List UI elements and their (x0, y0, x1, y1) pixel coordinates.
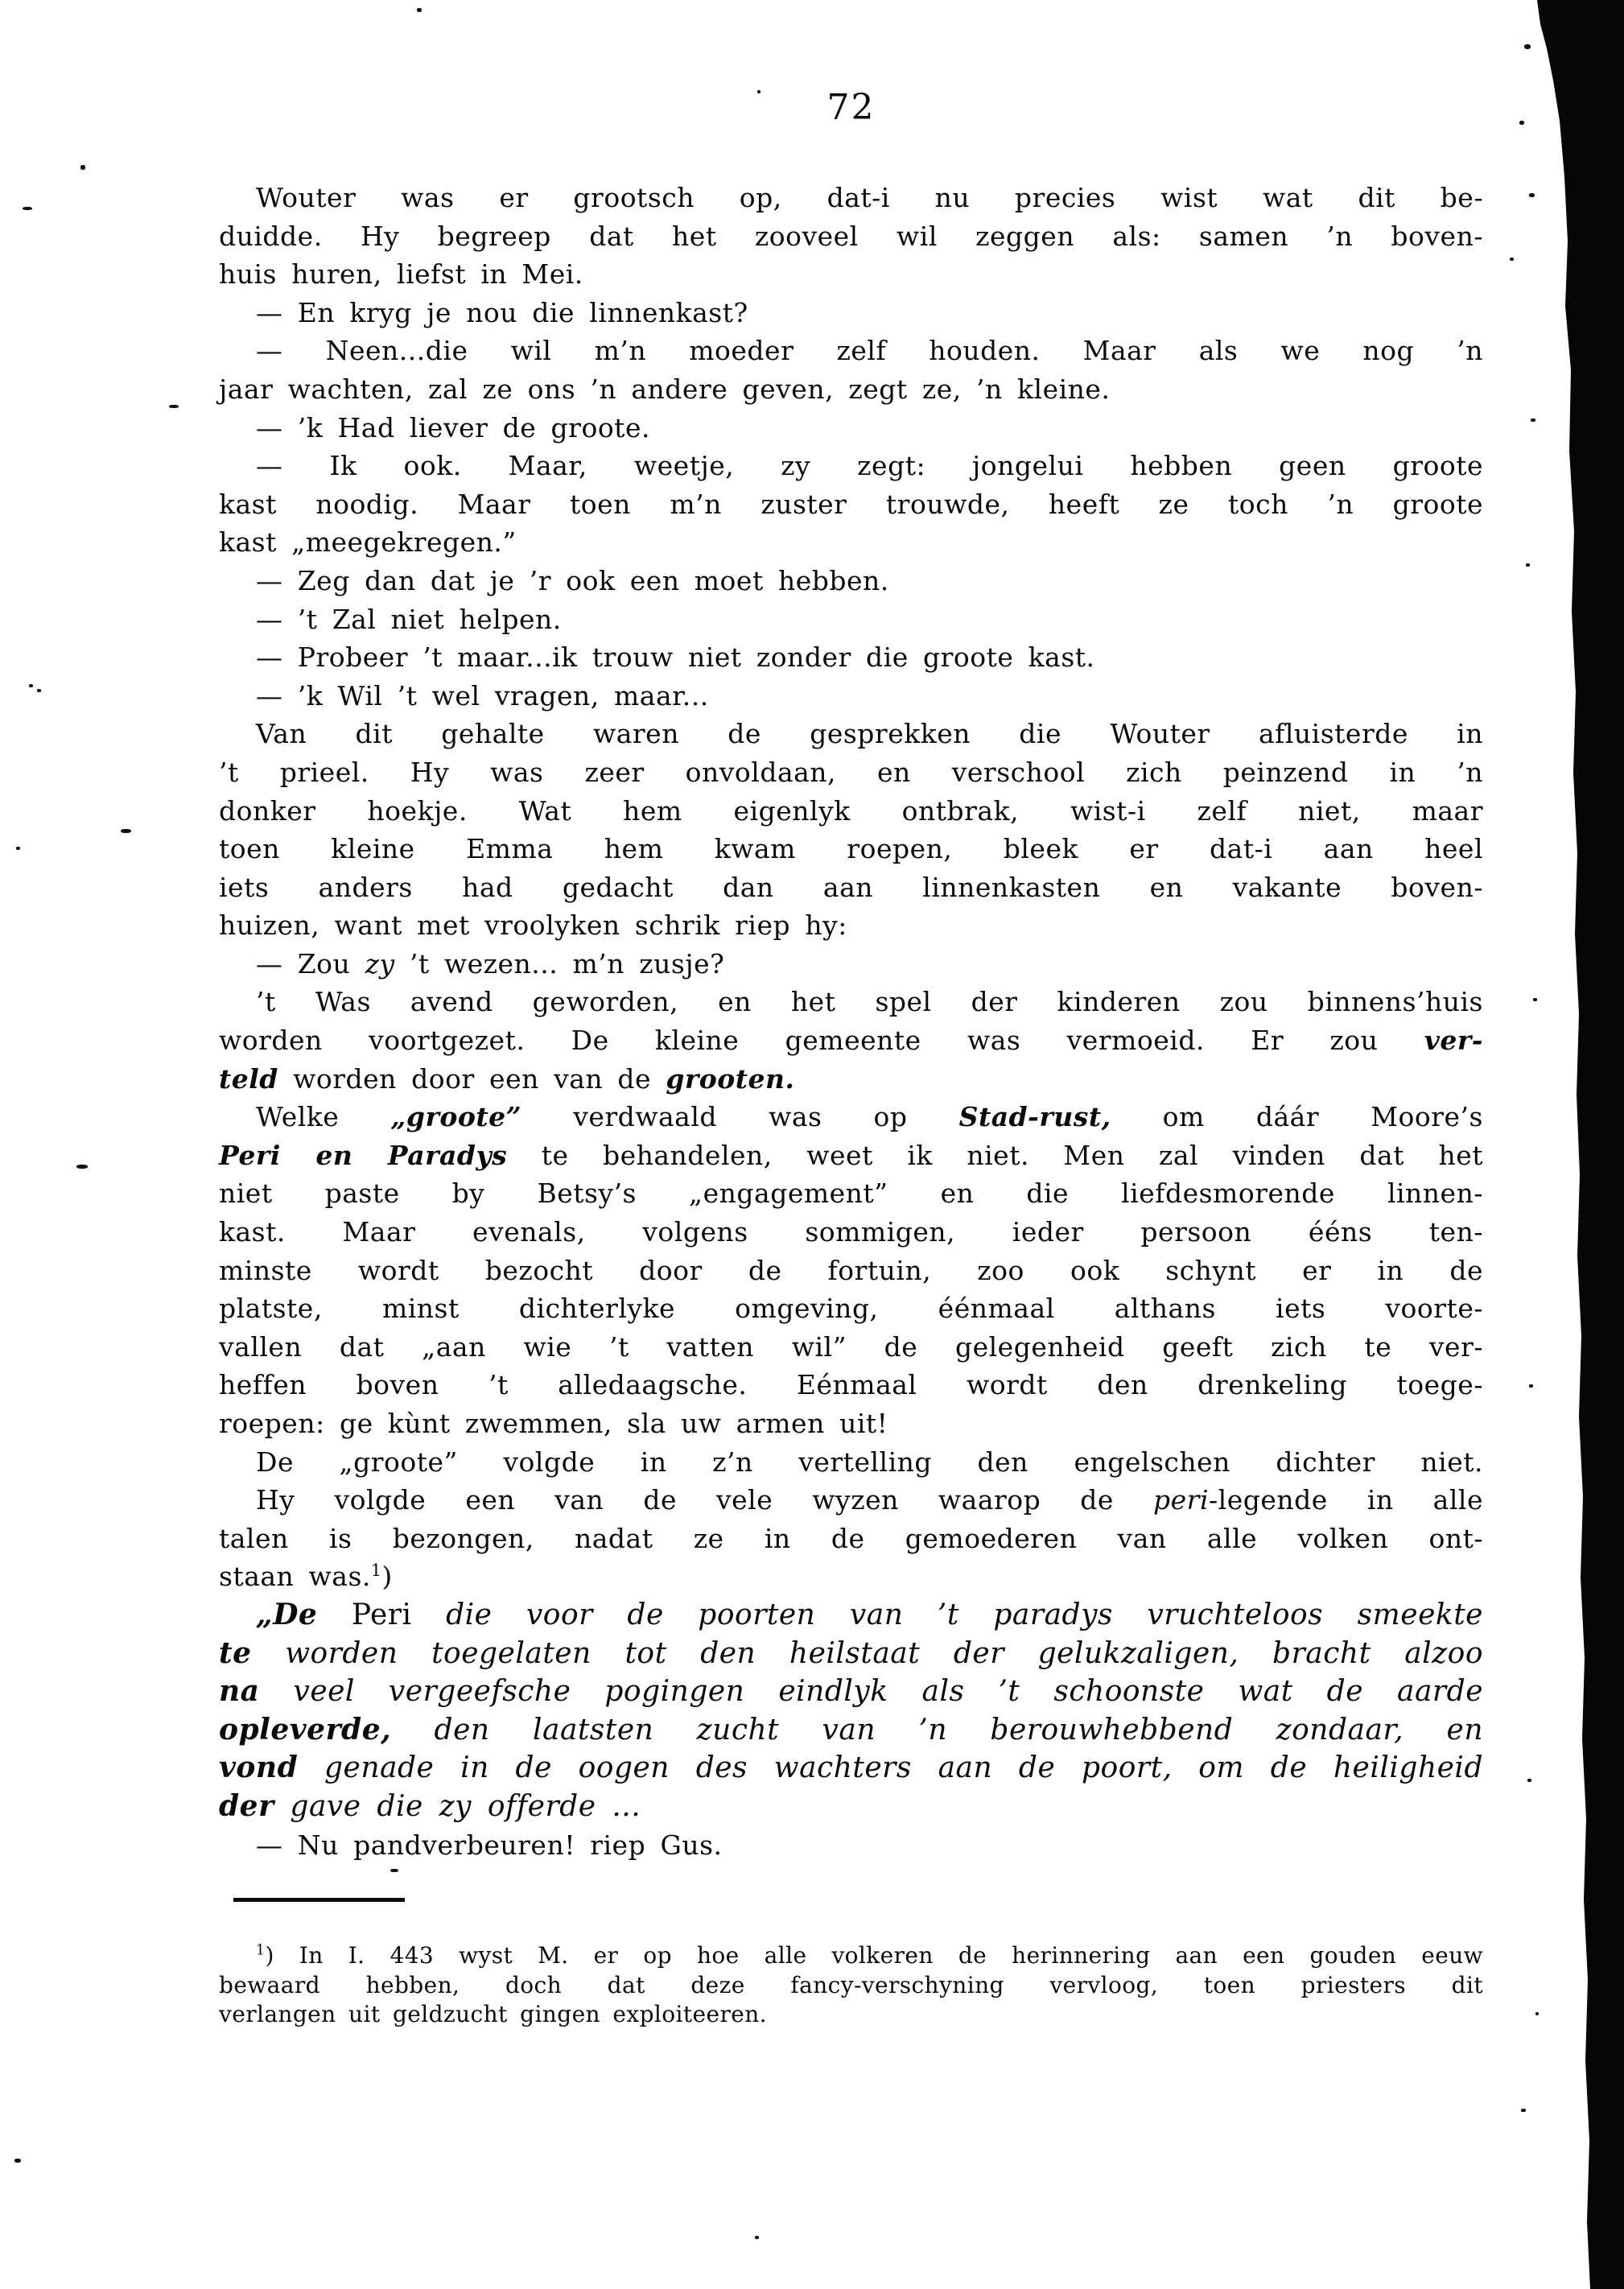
text-line: jaar wachten, zal ze ons ’n andere geven, zegt ze, ’n kleine. (219, 373, 1111, 405)
scan-speck (417, 8, 422, 12)
text-line: De „groote” volgde in z’n vertelling den engelschen dichter niet. (256, 1446, 1483, 1478)
footnote-block (219, 1941, 1483, 2030)
text-line: teld worden door een van de grooten. (219, 1062, 795, 1095)
text-line: huizen, want met vroolyken schrik riep hy: (219, 909, 847, 942)
text-line: — En kryg je nou die linnenkast? (256, 296, 748, 328)
text-line: huis huren, liefst in Mei. (219, 258, 583, 291)
scan-speck (16, 847, 20, 850)
scan-speck (76, 1165, 88, 1169)
text-line: iets anders had gedacht dan aan linnenkasten en vakante boven- (219, 871, 1483, 903)
text-line: opleverde, den laatsten zucht van ’n berouwhebbend zondaar, en (219, 1712, 1483, 1747)
text-line: worden voortgezet. De kleine gemeente was vermoeid. Er zou ver- (219, 1025, 1483, 1057)
scan-speck (14, 2159, 21, 2163)
text-line: — ’t Zal niet helpen. (256, 603, 562, 635)
text-line: heffen boven ’t alledaagsche. Eénmaal wordt den drenkeling toege- (219, 1369, 1483, 1401)
text-line: bewaard hebben, doch dat deze fancy-verschyning vervloog, toen priesters dit (219, 1971, 1483, 1998)
text-line: vallen dat „aan wie ’t vatten wil” de gelegenheid geeft zich te ver- (219, 1330, 1483, 1363)
scan-speck (29, 684, 33, 687)
text-line: duidde. Hy begreep dat het zooveel wil zeggen als: samen ’n boven- (219, 220, 1483, 252)
text-line: ’t prieel. Hy was zeer onvoldaan, en verschool zich peinzend in ’n (219, 756, 1483, 788)
scan-speck (1529, 193, 1535, 197)
text-line: kast. Maar evenals, volgens sommigen, ieder persoon ééns ten- (219, 1216, 1483, 1248)
scan-speck (1533, 998, 1537, 1001)
footnote-separator-rule (233, 1898, 405, 1902)
text-line: — ’k Had liever de groote. (256, 411, 650, 443)
scan-speck (1529, 1384, 1533, 1388)
text-line: vond genade in de oogen des wachters aan de poort, om de heiligheid (219, 1751, 1483, 1785)
scan-speck (390, 1869, 398, 1872)
scan-speck (37, 689, 41, 692)
scan-speck (1527, 1779, 1531, 1782)
scan-speck (1510, 258, 1514, 261)
body-text-block (219, 179, 1483, 1864)
scan-speck (1531, 419, 1535, 422)
text-line: verlangen uit geldzucht gingen exploiteeren. (219, 2001, 767, 2027)
scan-speck (1535, 2012, 1539, 2015)
text-line: — Zeg dan dat je ’r ook een moet hebben. (256, 564, 889, 596)
scan-speck (757, 90, 760, 93)
text-line: Peri en Paradys te behandelen, weet ik niet. Men zal vinden dat het (219, 1139, 1484, 1171)
scan-gutter-shadow (1513, 0, 1624, 2289)
text-line: toen kleine Emma hem kwam roepen, bleek er dat-i aan heel (219, 833, 1483, 865)
text-line: staan was.$^1$) (219, 1561, 393, 1593)
text-line: niet paste by Betsy’s „engagement” en die liefdesmorende linnen- (219, 1177, 1483, 1210)
page-number: 72 (826, 87, 876, 128)
scan-speck (1526, 563, 1530, 567)
text-line: der gave die zy offerde ... (219, 1788, 641, 1823)
scan-speck (1524, 44, 1531, 49)
scan-speck (80, 165, 85, 170)
scan-speck (1521, 2109, 1526, 2112)
text-line: kast noodig. Maar toen m’n zuster trouwde, heeft ze toch ’n groote (219, 488, 1483, 520)
scan-speck (1519, 121, 1524, 125)
text-line: $^1$) In I. 443 wyst M. er op hoe alle volkeren de herinnering aan een gouden eeuw (256, 1942, 1483, 1969)
text-line: — Ik ook. Maar, weetje, zy zegt: jongelui hebben geen groote (256, 450, 1483, 482)
scan-speck (23, 207, 32, 210)
text-line: kast „meegekregen.” (219, 526, 517, 559)
scan-speck (169, 405, 179, 408)
scan-speck (755, 2236, 759, 2239)
text-line: roepen: ge kùnt zwemmen, sla uw armen uit! (219, 1408, 888, 1439)
text-line: Welke „groote” verdwaald was op Stad-rust, om dáár Moore’s (256, 1101, 1483, 1133)
text-line: Van dit gehalte waren de gesprekken die Wouter afluisterde in (256, 718, 1483, 750)
text-line: — Probeer ’t maar...ik trouw niet zonder die groote kast. (256, 641, 1095, 674)
text-line: „De Peri die voor de poorten van ’t paradys vruchteloos smeekte (256, 1597, 1483, 1631)
text-line: Wouter was er grootsch op, dat-i nu precies wist wat dit be- (256, 182, 1483, 213)
scan-speck (121, 829, 131, 833)
text-line: te worden toegelaten tot den heilstaat der gelukzaligen, bracht alzoo (219, 1635, 1483, 1670)
text-line: platste, minst dichterlyke omgeving, éénmaal althans iets voorte- (219, 1293, 1483, 1325)
text-line: na veel vergeefsche pogingen eindlyk als ’t schoonste wat de aarde (219, 1674, 1483, 1709)
text-line: — Nu pandverbeuren! riep Gus. (256, 1829, 723, 1861)
text-line: — ’k Wil ’t wel vragen, maar... (256, 679, 709, 711)
text-line: minste wordt bezocht door de fortuin, zoo ook schynt er in de (219, 1254, 1483, 1286)
text-line: talen is bezongen, nadat ze in de gemoederen van alle volken ont- (219, 1522, 1483, 1554)
text-line: — Neen...die wil m’n moeder zelf houden. Maar als we nog ’n (256, 335, 1483, 367)
text-line: Hy volgde een van de vele wyzen waarop de peri-legende in alle (256, 1484, 1483, 1516)
text-line: ’t Was avend geworden, en het spel der kinderen zou binnens’huis (256, 986, 1483, 1018)
text-line: — Zou zy ’t wezen... m’n zusje? (256, 947, 725, 980)
text-line: donker hoekje. Wat hem eigenlyk ontbrak, wist-i zelf niet, maar (219, 794, 1483, 827)
